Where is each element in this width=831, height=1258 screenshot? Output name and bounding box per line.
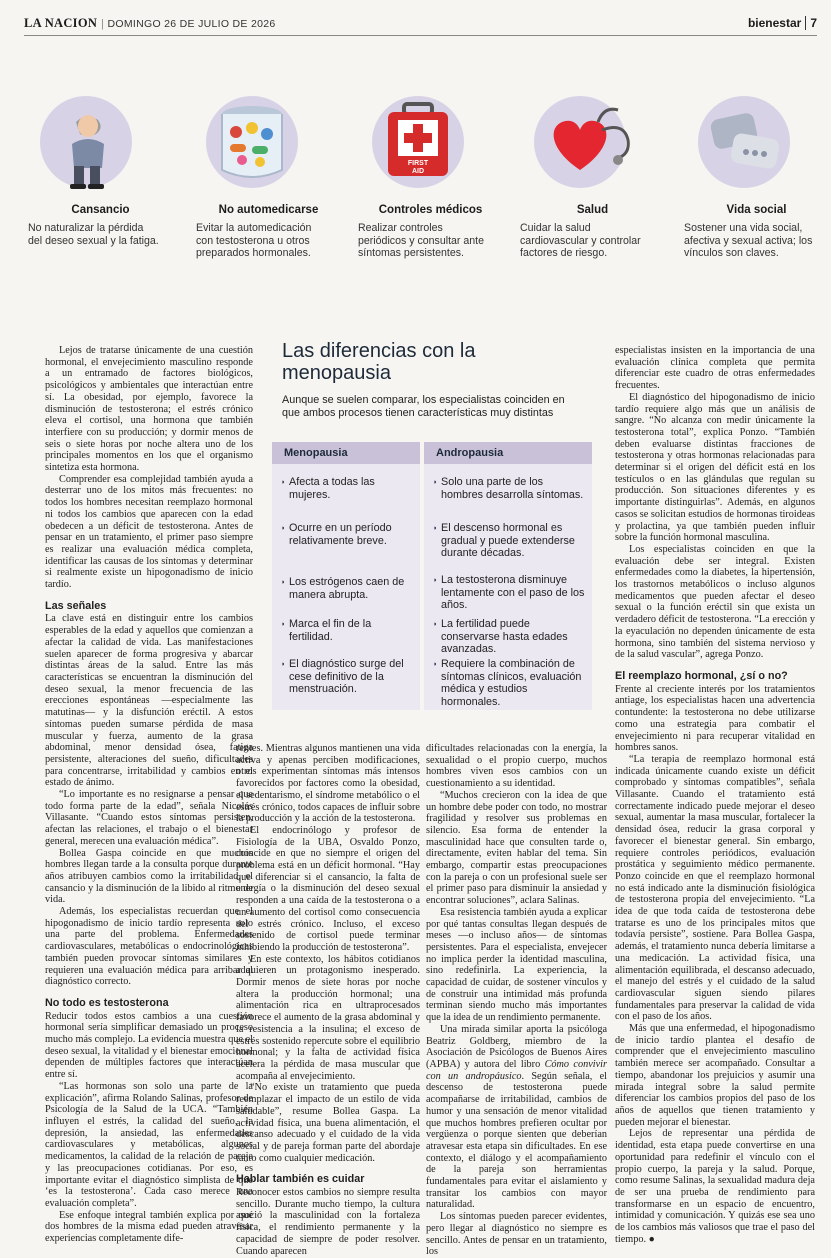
tip-title: Controles médicos [378, 204, 483, 216]
article-column-3 [426, 743, 607, 1258]
masthead-rule [24, 35, 817, 36]
paragraph: Lejos de representar una pérdida de identidad, esta etapa puede convertirse en una oportunidad para redefinir el vínculo con el propio cuerpo, la pareja y la salud. Porque, como resume Salinas, la sexualidad madura deja de ser una prueba de rendimiento para transformarse en un espacio de encuentro, intimidad y comunicación. Y quizás ese sea uno de los cambios más valiosos que trae el paso del tiempo. ● [615, 1128, 815, 1245]
masthead-right [748, 16, 817, 30]
box-title: Las diferencias con la menopausia [282, 340, 476, 384]
book-title: Cómo convivir con un andropáusico [426, 1058, 607, 1082]
masthead-separator: | [101, 17, 104, 30]
paragraph: Reducir todos estos cambios a una cuestión hormonal sería simplificar demasiado un proceso mucho más complejo. La evidencia muestra que el deseo sexual, la vitalidad y el bienestar emocional dependen de múltiples factores que interactúan entre sí. [45, 1010, 253, 1081]
tip-title: Salud [576, 204, 609, 216]
list-item: ◗ Solo una parte de los hombres desarrolla síntomas. [434, 476, 586, 501]
pill-jar-icon [202, 92, 302, 192]
paragraph: rentes. Mientras algunos mantienen una vida activa y apenas perciben modificaciones, otros experimentan síntomas más intensos favorecidos por factores como la obesidad, el sedentarismo, el síndrome metabólico o el estrés crónico, todos capaces de influir sobre la producción y la acción de la testosterona. [236, 743, 420, 825]
list-item: ◗ Ocurre en un período relativamente breve. [282, 522, 414, 547]
table-header-andropausia: Andropausia [424, 442, 592, 464]
comparison-table [272, 442, 592, 710]
tip-description: Evitar la automedicación con testosterona u otros preparados hormonales. [196, 222, 312, 260]
tip-title: No automedicarse [218, 204, 319, 216]
list-item: ◗ La fertilidad puede conservarse hasta edades avanzadas. [434, 618, 586, 656]
list-item: ◗ Los estrógenos caen de manera abrupta. [282, 576, 414, 601]
subheading: No todo es testosterona [45, 996, 169, 1009]
paragraph: Reconocer estos cambios no siempre resulta sencillo. Durante mucho tiempo, la cultura asoció la masculinidad con la fortaleza física, el rendimiento permanente y la capacidad de siempre de poder resolver. Cuando aparecen [236, 1187, 420, 1257]
list-item: ◗ El descenso hormonal es gradual y puede extenderse durante décadas. [434, 522, 586, 560]
article-column-4 [615, 345, 815, 1245]
paragraph: Además, los especialistas recuerdan que el hipogonadismo de inicio tardío representa solo una parte del problema. Enfermedades cardiovasculares, metabólicas o endocrinológicas también pueden provocar síntomas similares y requieren una evaluación médica para arribar al diagnóstico correcto. [45, 906, 253, 988]
paragraph: especialistas insisten en la importancia de una evaluación clínica completa que permita diferenciar este cuadro de otras enfermedades frecuentes. [615, 345, 815, 392]
paragraph: “Lo importante es no resignarse a pensar que todo forma parte de la edad”, señala Nicolás Villasante. “Cuando estos síntomas persisten, afectan las relaciones, el trabajo o el bienestar general, merecen una evaluación médica”. [45, 789, 253, 847]
tip-description: No naturalizar la pérdida del deseo sexual y la fatiga. [28, 222, 159, 247]
newspaper-brand: LA NACION [24, 15, 98, 30]
paragraph: Una mirada similar aporta la psicóloga Beatriz Goldberg, miembro de la Asociación de Psicólogos de Buenos Aires (APBA) y autora del libro Cómo convivir con un andropáusico. Según señala, el descenso de testosterona puede acompañarse de irritabilidad, cambios de humor y una sensación de menor vitalidad que muchos hombres prefieren ocultar por vergüenza o porque sienten que deberían atravesar esta etapa sin dificultades. En ese contexto, el diálogo y el acompañamiento de la pareja son herramientas fundamentales para evitar el aislamiento y transitar los cambios con mayor naturalidad. [426, 1023, 608, 1211]
tip-title: Vida social [726, 204, 787, 216]
masthead-left [24, 16, 276, 31]
table-column-menopausia [272, 464, 420, 710]
paragraph: “No existe un tratamiento que pueda reemplazar el impacto de un estilo de vida saludable”, resume Bollea Gaspa. La actividad física, una buena alimentación, el descanso adecuado y el cuidado de la vida social y de pareja forman parte del abordaje tanto como cualquier medicación. [236, 1082, 420, 1164]
tips-icon-row [28, 92, 811, 262]
tip-description: Cuidar la salud cardiovascular y controlar factores de riesgo. [520, 222, 641, 260]
list-item: ◗ Requiere la combinación de síntomas clínicos, evaluación médica y estudios hormonales. [434, 658, 586, 709]
paragraph: Frente al creciente interés por los tratamientos antiage, los especialistas hacen una advertencia contundente: la testosterona no debe utilizarse como una estrategia para combatir el envejecimiento ni para recuperar vitalidad en hombres sanos. [615, 683, 815, 754]
table-header-menopausia: Menopausia [272, 442, 420, 464]
paragraph: dificultades relacionadas con la energía, la sexualidad o el propio cuerpo, muchos hombres viven esos cambios con un cuestionamiento a su identidad. [426, 743, 607, 790]
subheading: El reemplazo hormonal, ¿sí o no? [615, 669, 788, 682]
paragraph: Los especialistas coinciden en que la evaluación debe ser integral. Existen enfermedades como la diabetes, la hipertensión, los trastornos metabólicos o incluso algunos medicamentos que pueden afectar el deseo sexual o la función eréctil sin que exista un verdadero déficit de testosterona. “La erección y la eyaculación no dependen únicamente de esta hormona, sino también del sistema nervioso y de la salud vascular”, agrega Ponzo. [615, 543, 815, 661]
first-aid-kit-icon [368, 92, 468, 192]
paragraph: “La terapia de reemplazo hormonal está indicada únicamente cuando existe un déficit comprobado y síntomas compatibles”, señala Villasante. Cuando el tratamiento está correctamente indicado puede mejorar el deseo sexual, aumentar la masa muscular, fortalecer la densidad ósea, reducir la grasa corporal y favorecer el bienestar general. Sin embargo, requiere controles periódicos, evaluación prostática y seguimiento médico permanente. Ponzo coincide en que el reemplazo hormonal no está indicado ante la disminución fisiológica de testosterona propia del envejecimiento. “La idea de que toda caída de testosterona debe tratarse es uno de los principales mitos que todavía persiste”, sostiene. Para Bollea Gaspa, además, el tratamiento nunca debería limitarse a una medicación. La actividad física, una alimentación equilibrada, el descanso adecuado, el manejo del estrés y el cuidado de la salud cardiovascular siguen siendo pilares fundamentales para preservar la calidad de vida con el paso de los años. [615, 753, 815, 1023]
section-name: bienestar [747, 16, 802, 30]
paragraph: En este contexto, los hábitos cotidianos adquieren un protagonismo inesperado. Dormir menos de siete horas por noche altera la producción hormonal; una alimentación rica en ultraprocesados favorece el aumento de la grasa abdominal y la resistencia a la insulina; el exceso de estrés sostenido repercute sobre el equilibrio hormonal; y la falta de actividad física acelera la pérdida de masa muscular que acompaña al envejecimiento. [236, 953, 420, 1082]
table-column-andropausia [424, 464, 592, 710]
paragraph: Los síntomas pueden parecer evidentes, pero llegar al diagnóstico no siempre es sencillo. Antes de pensar en un tratamiento, los [426, 1211, 607, 1258]
tired-man-icon [36, 92, 136, 192]
paragraph: Lejos de tratarse únicamente de una cuestión hormonal, el envejecimiento masculino responde a un entramado de factores biológicos, psicológicos y ambientales que interactúan entre sí. La obesidad, por ejemplo, favorece la disminución de testosterona; el estrés crónico eleva el cortisol, una hormona que también interfiere con su producción; y dormir menos de seis o siete horas por noche altera uno de los principales momentos en los que el organismo sintetiza esta hormona. [45, 345, 253, 474]
masthead [24, 14, 817, 32]
paragraph: El endocrinólogo y profesor de Fisiología de la UBA, Osvaldo Ponzo, coincide en que no siempre el origen del problema está en un déficit hormonal. “Hay que diferenciar si el cansancio, la falta de energía o la disminución del deseo sexual responden a una caída de la testosterona o a un aumento del cortisol como consecuencia del estrés crónico. Incluso, el exceso sostenido de cortisol puede terminar inhibiendo la producción de testosterona”. [236, 824, 420, 953]
list-item: ◗ Marca el fin de la fertilidad. [282, 618, 414, 643]
subheading: Hablar también es cuidar [236, 1173, 365, 1186]
svg-text:AID: AID [411, 168, 425, 175]
article-column-2 [236, 743, 420, 1257]
paragraph: “Muchos crecieron con la idea de que un hombre debe poder con todo, no mostrar fragilidad y resolver sus problemas en silencio. Esa forma de entender la masculinidad hace que consulten tarde o, directamente, eviten hablar del tema. Sin embargo, compartir estas preocupaciones con la pareja o con un profesional suele ser el primer paso para disminuir la ansiedad y encontrar soluciones”, aclara Salinas. [426, 789, 607, 907]
paragraph: Esa resistencia también ayuda a explicar por qué tantas consultas llegan después de meses —o incluso años— de síntomas persistentes. Para el especialista, envejecer no implica perder la identidad masculina, sino redefinirla. La experiencia, la capacidad de cuidar, de sostener vínculos y de construir una intimidad más profunda terminan siendo mucho más importantes que la idea de un rendimiento permanente. [426, 906, 607, 1024]
chat-bubbles-icon [694, 92, 794, 192]
svg-text:FIRST: FIRST [407, 160, 429, 167]
article-column-1 [45, 345, 253, 1245]
paragraph: Más que una enfermedad, el hipogonadismo de inicio tardío plantea el desafío de comprender que el envejecimiento masculino también merece ser acompañado. Consultar a tiempo, abandonar los prejuicios y asumir una mirada integral sobre la salud permite diferenciar los cambios propios del paso de los años de aquellos que tienen tratamiento y pueden mejorar el bienestar. [615, 1023, 815, 1128]
paragraph: Ese enfoque integral también explica por qué dos hombres de la misma edad pueden atravesar experiencias completamente dife- [45, 1209, 253, 1245]
tip-title: Cansancio [71, 204, 130, 216]
list-item: ◗ Afecta a todas las mujeres. [282, 476, 414, 501]
paragraph: Comprender esa complejidad también ayuda a desterrar uno de los mitos más frecuentes: no todos los hombres necesitan reemplazo hormonal ni todos los cambios que aparecen con la edad obedecen a un déficit de testosterona. Antes de pensar en un tratamiento, el primer paso siempre es realizar una evaluación médica completa, identificar las causas de los síntomas y determinar si realmente existe un hipogonadismo de inicio tardío. [45, 473, 253, 591]
paragraph: El diagnóstico del hipogonadismo de inicio tardío requiere algo más que un análisis de sangre. “No alcanza con medir únicamente la testosterona total”, explica Ponzo. “También deben evaluarse distintas fracciones de testosterona y otras hormonas relacionadas para determinar si el origen del déficit está en los testículos o en las glándulas que regulan su producción. Son situaciones diferentes y es importante distinguirlas”. Además, en algunos casos se solicitan estudios de hormonas tiroideas y prolactina, ya que también pueden influir sobre la función hormonal masculina. [615, 391, 815, 544]
list-item: ◗ La testosterona disminuye lentamente con el paso de los años. [434, 574, 586, 612]
page-number: 7 [805, 16, 817, 30]
list-item: ◗ El diagnóstico surge del cese definitivo de la menstruación. [282, 658, 414, 696]
tip-description: Realizar controles periódicos y consultar ante síntomas persistentes. [358, 222, 485, 260]
subheading: Las señales [45, 599, 107, 612]
heart-stethoscope-icon [530, 92, 645, 192]
paragraph: Bollea Gaspa coincide en que muchos hombres llegan tarde a la consulta porque durante años atribuyen cambios como la irritabilidad, el cansancio y la disminución de la libido al ritmo de vida. [45, 847, 253, 906]
issue-date: DOMINGO 26 DE JULIO DE 2026 [107, 17, 276, 30]
paragraph: La clave está en distinguir entre los cambios esperables de la edad y aquellos que comienzan a afectar la calidad de vida. Las manifestaciones suelen aparecer de forma progresiva y abarcar distintas áreas de la salud. Entre las más características se encuentran la disminución del deseo sexual, la menor frecuencia de las erecciones espontáneas —especialmente las matutinas— y la disfunción eréctil. A estos síntomas pueden sumarse pérdida de masa muscular y fuerza, aumento de la grasa abdominal, menor densidad ósea, fatiga persistente, alteraciones del sueño, dificultades para concentrarse, irritabilidad y cambios en el estado de ánimo. [45, 613, 253, 789]
tip-description: Sostener una vida social, afectiva y sexual activa; los vínculos son claves. [684, 222, 813, 260]
paragraph: “Las hormonas son solo una parte de la explicación”, afirma Rolando Salinas, profesor de Psicología de la Salud de la UCA. “También influyen el estrés, la calidad del sueño, la depresión, la ansiedad, las enfermedades cardiovasculares y metabólicas, algunos medicamentos, la calidad de la relación de pareja y las preocupaciones cotidianas. Por eso, es importante evitar el diagnóstico simplista de que ‘es la testosterona’. Cada caso merece una evaluación completa”. [45, 1080, 253, 1209]
box-subtitle: Aunque se suelen comparar, los especialistas coinciden en que ambos procesos tienen características muy distintas [282, 394, 565, 419]
